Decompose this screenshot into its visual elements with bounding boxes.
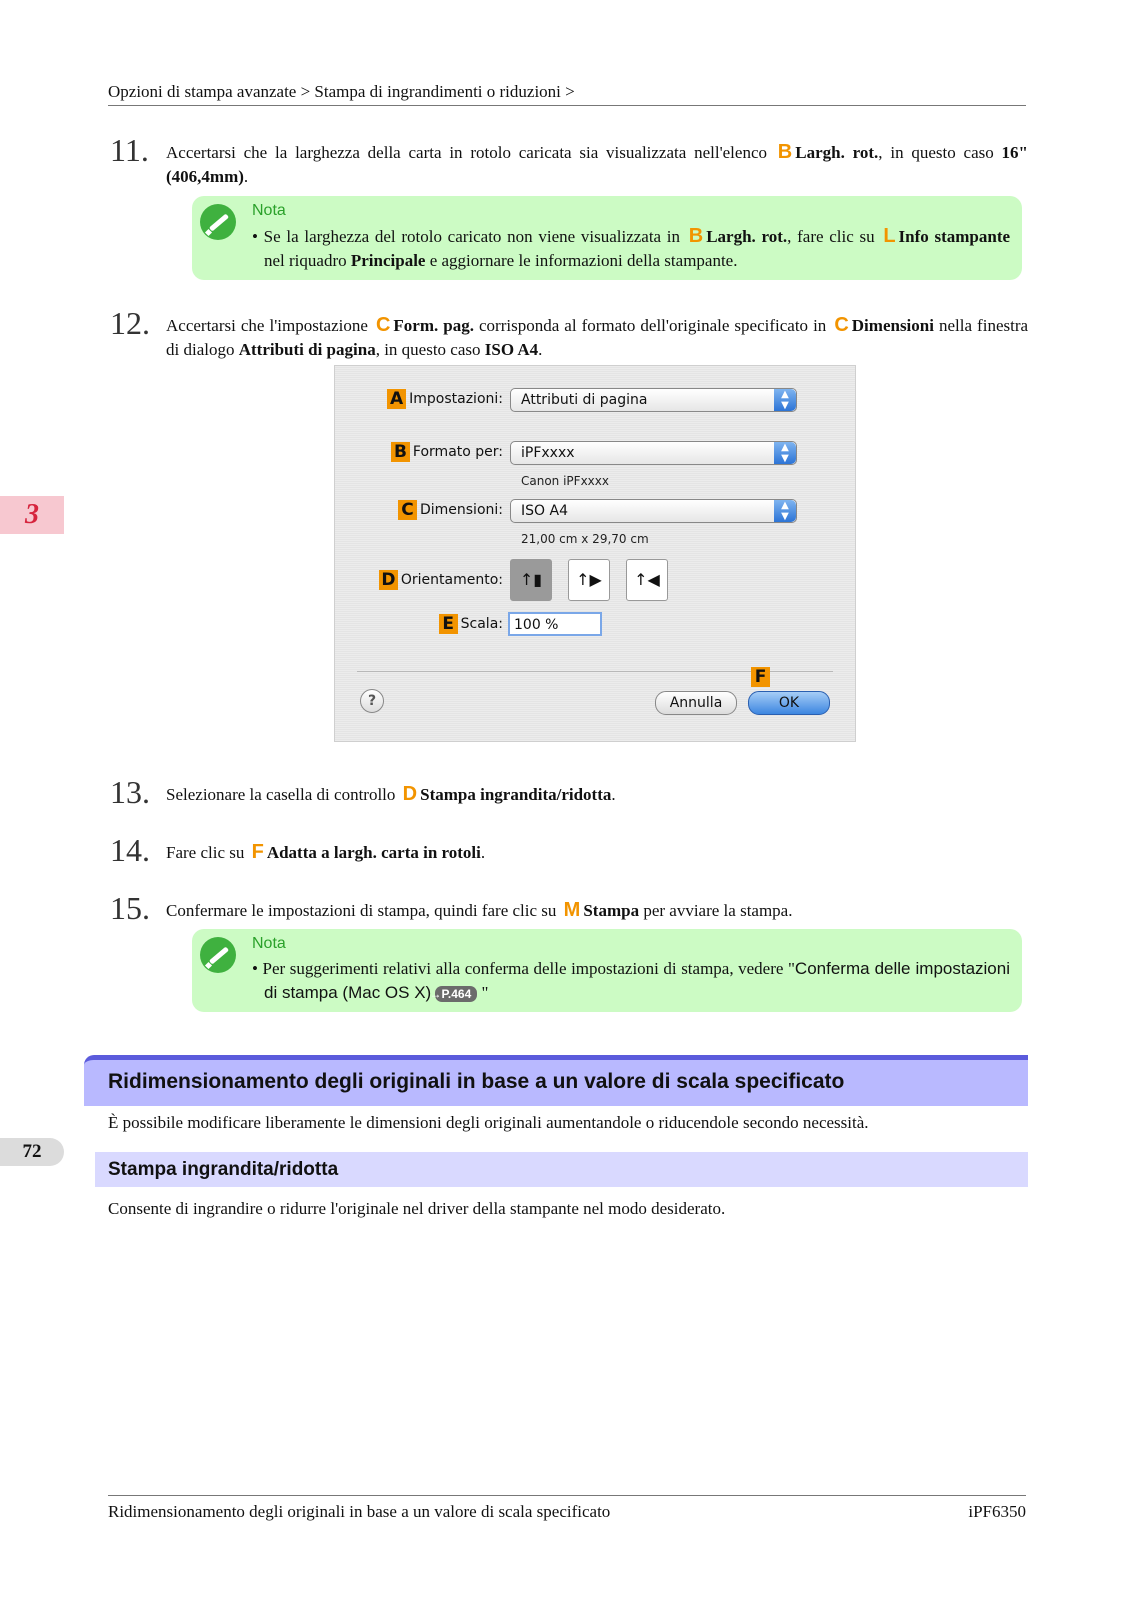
- footer: [108, 1495, 1026, 1522]
- orientation-landscape-reverse-button[interactable]: [626, 559, 668, 601]
- impostazioni-label: [387, 389, 503, 409]
- bold-term: Attributi di pagina: [238, 340, 376, 359]
- label-text: Formato per:: [412, 444, 503, 460]
- bold-term: Stampa: [583, 901, 640, 920]
- callout-label: C: [375, 314, 391, 336]
- bold-term: Principale: [350, 251, 426, 270]
- step-text: Accertarsi che l'impostazione: [166, 316, 368, 335]
- cancel-button[interactable]: Annulla: [655, 691, 737, 715]
- step-text: Accertarsi che la larghezza della carta in rotolo caricata sia visualizzata nell'elenco: [166, 143, 767, 162]
- note-text: e aggiornare le informazioni della stampante.: [429, 251, 738, 270]
- step-number: 11.: [110, 132, 149, 168]
- note-text: nel riquadro: [264, 251, 347, 270]
- footer-title: Ridimensionamento degli originali in base a un valore di scala specificato: [108, 1502, 611, 1521]
- callout-label: B: [777, 141, 793, 163]
- label-text: Dimensioni:: [419, 502, 503, 518]
- impostazioni-popup[interactable]: [510, 388, 797, 412]
- note-text: Per suggerimenti relativi alla conferma delle impostazioni di stampa, vedere ": [262, 959, 795, 978]
- orientation-portrait-button[interactable]: [510, 559, 552, 601]
- paper-dimensions: 21,00 cm x 29,70 cm: [521, 532, 649, 546]
- section-title: Ridimensionamento degli originali in base a un valore di scala specificato: [108, 1070, 845, 1093]
- formato-label: [391, 442, 503, 462]
- note-body: [252, 957, 1010, 1005]
- bullet: •: [252, 227, 258, 246]
- landscape-icon: ↑▶: [576, 570, 602, 589]
- note-text: Se la larghezza del rotolo caricato non viene visualizzata in: [263, 227, 681, 246]
- bold-term: Form. pag.: [393, 316, 474, 335]
- step-number: 15.: [110, 890, 150, 926]
- callout-label: L: [883, 225, 896, 247]
- subsection-heading: [95, 1152, 1028, 1187]
- page-number: 72: [0, 1138, 64, 1166]
- note-box: [192, 929, 1022, 1012]
- help-button[interactable]: ?: [360, 689, 384, 713]
- note-box: [192, 196, 1022, 280]
- note-text: , fare clic su: [787, 227, 875, 246]
- step-13: [110, 774, 1028, 810]
- portrait-icon: ↑▮: [519, 570, 543, 589]
- step-text: , in questo caso: [878, 143, 994, 162]
- formato-popup[interactable]: [510, 441, 797, 465]
- callout-label: F: [251, 841, 264, 863]
- step-text: , in questo caso: [375, 340, 481, 359]
- ok-button[interactable]: OK: [748, 691, 830, 715]
- dimensioni-label: [398, 500, 503, 520]
- callout-badge: A: [387, 389, 406, 409]
- label-text: Scala:: [460, 616, 503, 632]
- step-text: Fare clic su: [166, 843, 245, 862]
- step-number: 12.: [110, 305, 150, 341]
- callout-badge: D: [379, 570, 398, 590]
- bold-term: 16" (406,4mm): [166, 143, 1028, 186]
- updown-arrow-icon: ▲ ▼: [774, 442, 796, 464]
- step-text: per avviare la stampa.: [643, 901, 793, 920]
- breadcrumb: Opzioni di stampa avanzate > Stampa di ingrandimenti o riduzioni >: [108, 82, 1026, 106]
- bullet: •: [252, 959, 258, 978]
- scala-input[interactable]: 100 %: [508, 612, 602, 636]
- step-12: [110, 305, 1029, 362]
- orientamento-label: [379, 570, 503, 590]
- step-14: [110, 832, 1028, 868]
- footer-model: iPF6350: [968, 1502, 1026, 1521]
- printer-name: Canon iPFxxxx: [521, 474, 609, 488]
- step-text: corrisponda al formato dell'originale specificato in: [479, 316, 827, 335]
- bold-term: Adatta a largh. carta in rotoli: [266, 843, 481, 862]
- bold-term: ISO A4: [484, 340, 539, 359]
- bold-term: Stampa ingrandita/ridotta: [420, 785, 612, 804]
- callout-badge: F: [751, 667, 770, 687]
- step-number: 14.: [110, 832, 150, 868]
- callout-label: C: [834, 314, 849, 336]
- popup-value: iPFxxxx: [521, 445, 575, 461]
- note-text: ": [477, 983, 489, 1002]
- note-body: [252, 224, 1010, 273]
- step-15: [110, 890, 1028, 926]
- orientation-landscape-button[interactable]: [568, 559, 610, 601]
- landscape-reverse-icon: ↑◀: [634, 570, 660, 589]
- updown-arrow-icon: ▲ ▼: [774, 500, 796, 522]
- updown-arrow-icon: ▲ ▼: [774, 389, 796, 411]
- section-heading: [84, 1055, 1028, 1106]
- step-text: Selezionare la casella di controllo: [166, 785, 396, 804]
- note-title: Nota: [252, 935, 286, 952]
- chapter-tab: 3: [0, 496, 64, 534]
- callout-label: M: [563, 899, 581, 921]
- subsection-title: Stampa ingrandita/ridotta: [108, 1159, 339, 1180]
- step-text: .: [611, 785, 616, 804]
- step-text: nella finestra di dialogo: [166, 316, 1029, 359]
- bold-term: Largh. rot.: [795, 143, 879, 162]
- step-text: .: [243, 167, 249, 186]
- bold-term: Largh. rot.: [706, 227, 788, 246]
- step-text: .: [480, 843, 486, 862]
- page-attributes-dialog: [334, 365, 856, 742]
- bold-term: Info stampante: [898, 227, 1011, 246]
- subsection-text: Consente di ingrandire o ridurre l'originale nel driver della stampante nel modo desiderato.: [108, 1199, 726, 1218]
- bold-term: Dimensioni: [851, 316, 934, 335]
- reference-link[interactable]: Conferma delle impostazioni di stampa (Mac OS X): [264, 959, 1010, 1002]
- scala-label: [439, 614, 503, 634]
- callout-label: B: [688, 225, 704, 247]
- note-title: Nota: [252, 202, 286, 219]
- callout-badge: E: [439, 614, 458, 634]
- popup-value: ISO A4: [521, 503, 568, 519]
- step-number: 13.: [110, 774, 150, 810]
- page-reference-badge[interactable]: →P.464: [435, 986, 477, 1002]
- callout-badge: C: [398, 500, 417, 520]
- popup-value: Attributi di pagina: [521, 392, 648, 408]
- pencil-icon: [200, 204, 236, 240]
- callout-badge: B: [391, 442, 410, 462]
- step-text: .: [538, 340, 543, 359]
- label-text: Orientamento:: [400, 572, 503, 588]
- label-text: Impostazioni:: [409, 391, 503, 407]
- section-intro: È possibile modificare liberamente le dimensioni degli originali aumentandole o riducendole secondo necessità.: [108, 1113, 869, 1132]
- pencil-icon: [200, 937, 236, 973]
- step-11: [110, 132, 1028, 189]
- step-text: Confermare le impostazioni di stampa, quindi fare clic su: [166, 901, 557, 920]
- dimensioni-popup[interactable]: [510, 499, 797, 523]
- callout-label: D: [402, 783, 418, 805]
